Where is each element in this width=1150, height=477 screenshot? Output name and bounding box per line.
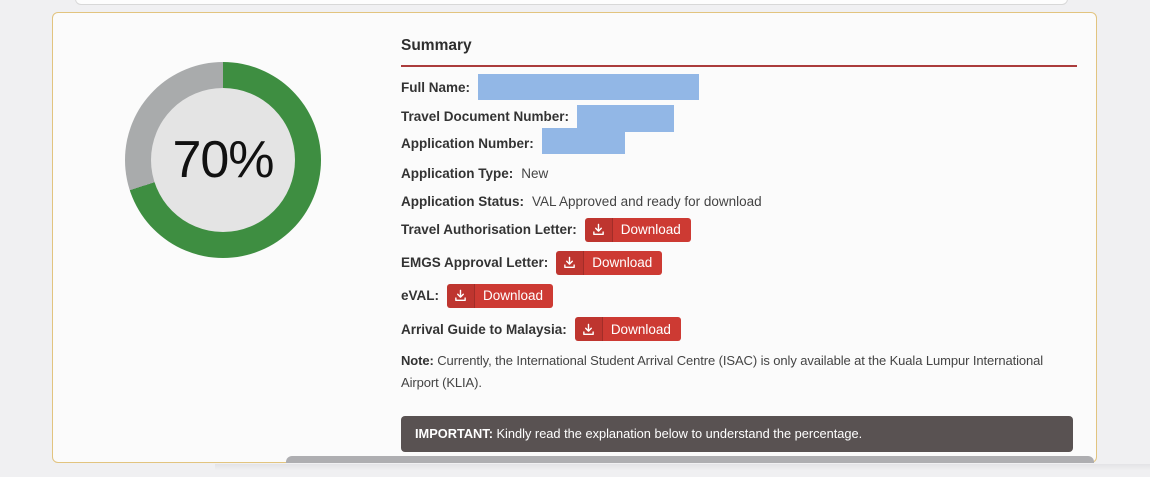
note-text: Currently, the International Student Arrival Centre (ISAC) is only available at the Kuala Lumpur International Airport (KLIA). — [401, 353, 1044, 391]
download-button-label: Download — [620, 222, 681, 237]
important-banner — [401, 416, 1073, 451]
next-panel-edge — [286, 456, 1094, 463]
progress-percent-label: 70% — [172, 131, 274, 189]
card-shadow — [215, 464, 1150, 470]
field-label-application-number: Application Number: — [401, 135, 534, 151]
isac-note — [401, 350, 1077, 394]
important-prefix: IMPORTANT: — [415, 426, 493, 442]
field-row-eval — [401, 283, 1077, 308]
field-row-application-number — [401, 130, 1077, 156]
field-label-travel-authorisation-letter: Travel Authorisation Letter: — [401, 222, 577, 237]
download-button-eval[interactable] — [447, 284, 553, 308]
download-icon — [585, 218, 613, 242]
download-button-arrival-guide[interactable] — [575, 317, 681, 341]
summary-divider — [401, 65, 1077, 67]
progress-donut-chart — [125, 62, 321, 258]
field-label-application-status: Application Status: — [401, 194, 525, 209]
field-label-application-type: Application Type: — [401, 166, 514, 181]
field-row-full-name — [401, 74, 1077, 100]
field-row-travel-authorisation-letter — [401, 217, 1077, 242]
download-button-travel-authorisation-letter[interactable] — [585, 218, 691, 242]
application-status-value: VAL Approved and ready for download — [532, 194, 762, 209]
summary-section — [401, 37, 1077, 452]
previous-panel-edge — [75, 0, 1068, 5]
download-button-emgs-approval-letter[interactable] — [556, 251, 662, 275]
download-icon — [447, 284, 475, 308]
field-label-travel-document-number: Travel Document Number: — [401, 109, 570, 124]
field-row-travel-document-number — [401, 103, 1077, 130]
progress-center — [151, 88, 295, 232]
summary-title: Summary — [401, 37, 472, 54]
summary-card — [52, 12, 1097, 463]
important-text: Kindly read the explanation below to understand the percentage. — [492, 426, 863, 442]
download-button-label: Download — [592, 255, 653, 270]
download-icon — [575, 317, 603, 341]
application-type-value: New — [521, 166, 549, 181]
field-row-application-type — [401, 164, 1077, 183]
note-prefix: Note: — [401, 353, 434, 368]
download-icon — [556, 251, 584, 275]
field-label-emgs-approval-letter: EMGS Approval Letter: — [401, 255, 549, 270]
download-button-label: Download — [610, 321, 671, 337]
field-row-application-status — [401, 192, 1077, 211]
field-label-eval: eVAL: — [401, 288, 440, 303]
redacted-application-number-value — [542, 128, 625, 154]
field-label-full-name: Full Name: — [401, 79, 471, 95]
download-button-label: Download — [483, 288, 544, 303]
redacted-full-name-value — [478, 74, 699, 100]
field-row-emgs-approval-letter — [401, 250, 1077, 275]
field-row-arrival-guide — [401, 316, 1077, 342]
field-label-arrival-guide: Arrival Guide to Malaysia: — [401, 321, 567, 337]
